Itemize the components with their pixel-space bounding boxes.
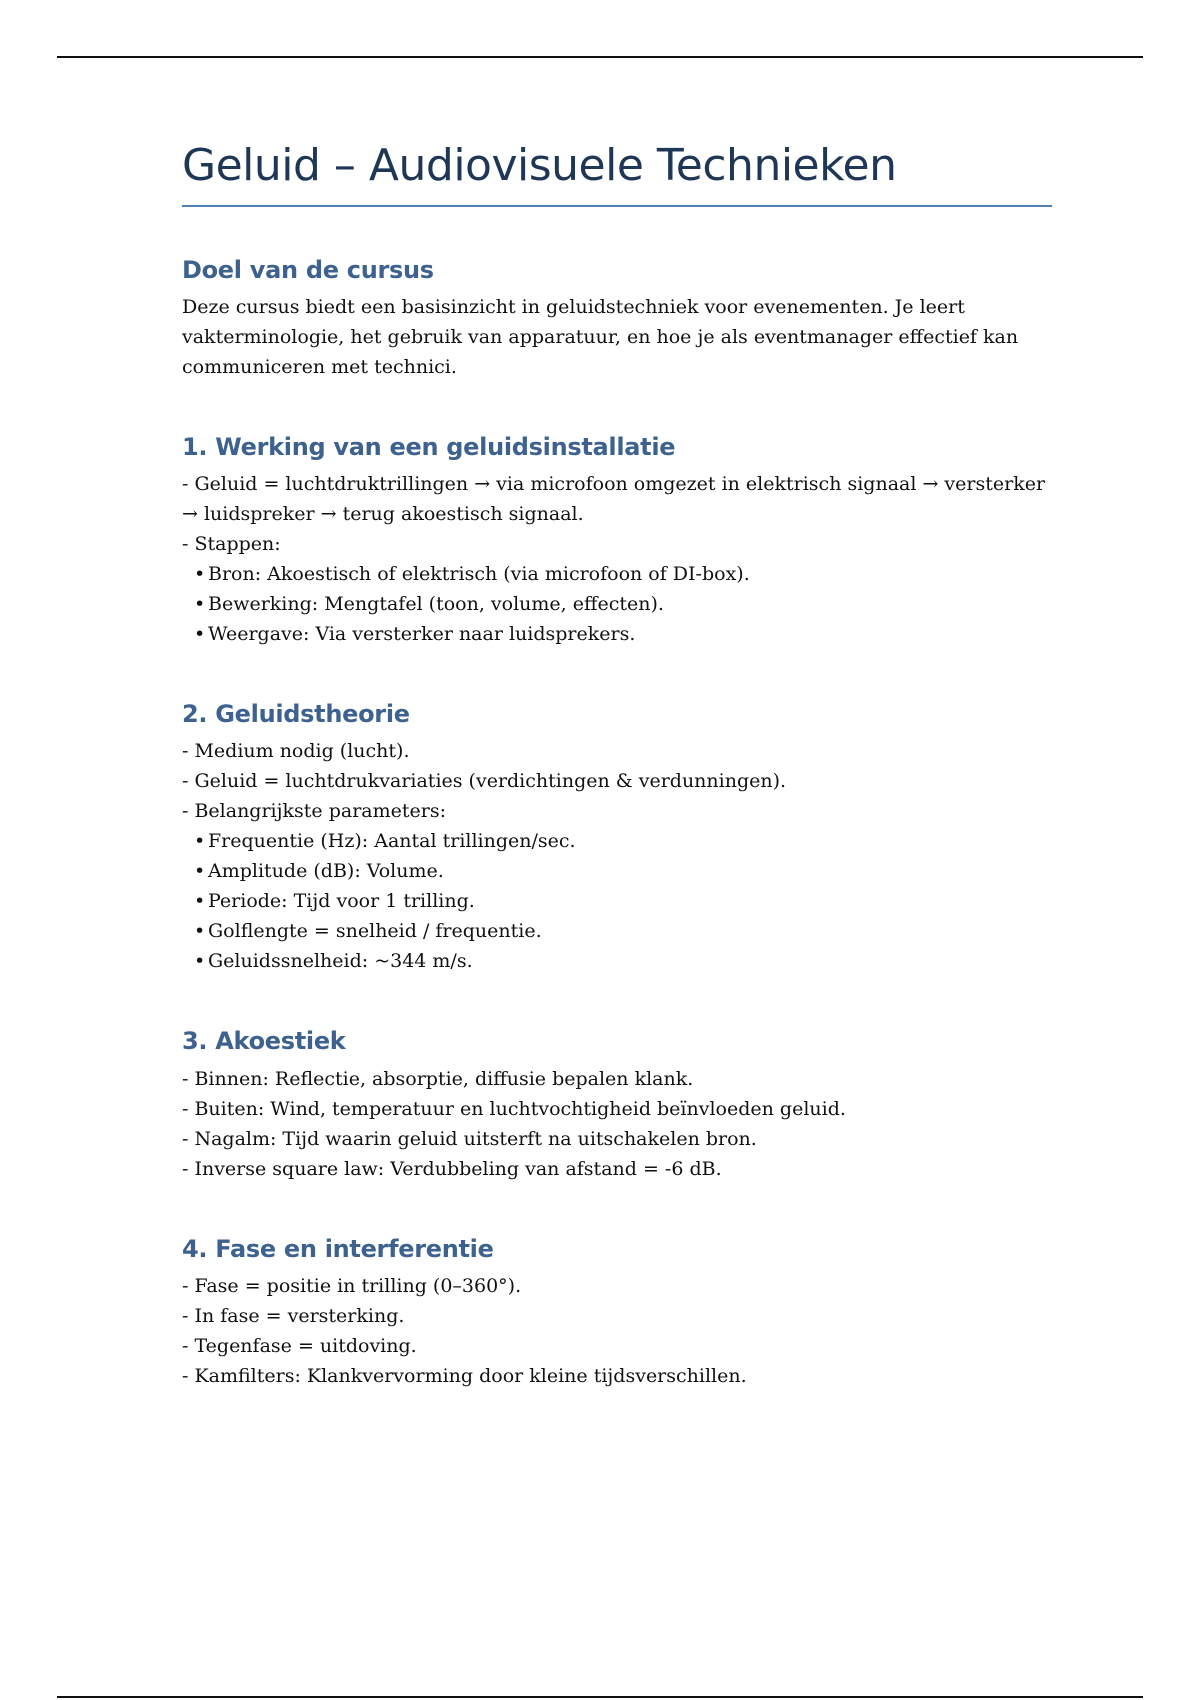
list-item <box>182 856 1052 886</box>
list-item-text: Frequentie (Hz): Aantal trillingen/sec. <box>208 830 576 853</box>
section-line: - Belangrijkste parameters: <box>182 800 446 823</box>
section-line: - Inverse square law: Verdubbeling van afstand = -6 dB. <box>182 1157 722 1180</box>
page-title: Geluid – Audiovisuele Technieken <box>182 140 1052 207</box>
section-line: - Geluid = luchtdrukvariaties (verdichtingen & verdunningen). <box>182 770 787 793</box>
section-heading: 2. Geluidstheorie <box>182 700 410 729</box>
section-heading: 3. Akoestiek <box>182 1027 346 1056</box>
section-line: - Stappen: <box>182 533 281 556</box>
bullet-icon: • <box>194 593 206 616</box>
intro-heading: Doel van de cursus <box>182 255 434 284</box>
list-item-text: Weergave: Via versterker naar luidsprekers. <box>208 623 636 646</box>
bullet-icon: • <box>194 890 206 913</box>
section-line: - Binnen: Reflectie, absorptie, diffusie bepalen klank. <box>182 1067 694 1090</box>
bullet-icon: • <box>194 563 206 586</box>
list-item <box>182 946 1052 976</box>
section-werking <box>182 432 1052 649</box>
list-item <box>182 589 1052 619</box>
section-line: - Medium nodig (lucht). <box>182 740 410 763</box>
list-item <box>182 619 1052 649</box>
header-rule <box>57 56 1143 58</box>
list-item <box>182 826 1052 856</box>
bullet-icon: • <box>194 920 206 943</box>
list-item-text: Bewerking: Mengtafel (toon, volume, effecten). <box>208 593 664 616</box>
list-item <box>182 886 1052 916</box>
section-fase <box>182 1234 1052 1391</box>
bullet-icon: • <box>194 860 206 883</box>
section-heading: 1. Werking van een geluidsinstallatie <box>182 432 676 461</box>
footer-rule <box>57 1696 1143 1698</box>
intro-text: Deze cursus biedt een basisinzicht in geluidstechniek voor evenementen. Je leert vakterminologie, het gebruik van apparatuur, en hoe je als eventmanager effectief kan communiceren met technici. <box>182 295 1019 378</box>
list-item-text: Golflengte = snelheid / frequentie. <box>208 920 542 943</box>
bullet-icon: • <box>194 950 206 973</box>
section-heading: 4. Fase en interferentie <box>182 1234 494 1263</box>
list-item-text: Bron: Akoestisch of elektrisch (via microfoon of DI-box). <box>208 563 750 586</box>
list-item-text: Periode: Tijd voor 1 trilling. <box>208 890 475 913</box>
section-line: - Tegenfase = uitdoving. <box>182 1334 417 1357</box>
document-body <box>182 140 1052 1391</box>
section-geluidstheorie <box>182 699 1052 976</box>
section-line: - Geluid = luchtdruktrillingen → via microfoon omgezet in elektrisch signaal → versterker → luidspreker → terug akoestisch signaal. <box>182 473 1046 526</box>
section-line: - Kamfilters: Klankvervorming door kleine tijdsverschillen. <box>182 1364 747 1387</box>
bullet-icon: • <box>194 623 206 646</box>
section-line: - Buiten: Wind, temperatuur en luchtvochtigheid beïnvloeden geluid. <box>182 1097 846 1120</box>
section-akoestiek <box>182 1026 1052 1183</box>
section-line: - In fase = versterking. <box>182 1304 405 1327</box>
list-item <box>182 916 1052 946</box>
list-item-text: Amplitude (dB): Volume. <box>208 860 444 883</box>
list-item <box>182 559 1052 589</box>
intro-section <box>182 255 1052 382</box>
bullet-icon: • <box>194 830 206 853</box>
section-line: - Nagalm: Tijd waarin geluid uitsterft na uitschakelen bron. <box>182 1127 757 1150</box>
section-line: - Fase = positie in trilling (0–360°). <box>182 1274 522 1297</box>
list-item-text: Geluidssnelheid: ~344 m/s. <box>208 950 473 973</box>
